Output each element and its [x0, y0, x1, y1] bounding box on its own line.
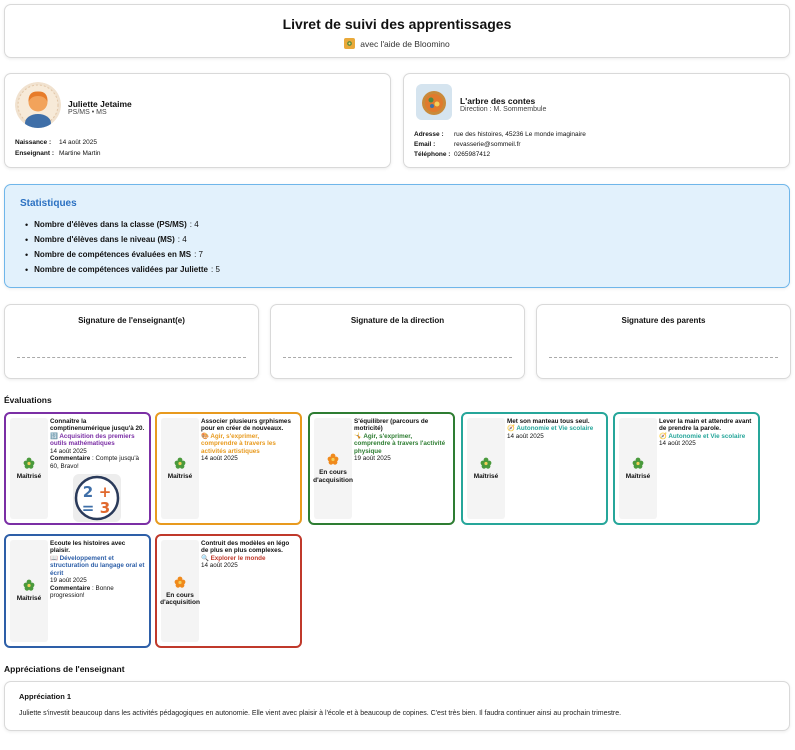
status-label: Maîtrisé	[16, 472, 42, 480]
signature-direction-title: Signature de la direction	[350, 316, 445, 325]
flower-green-icon	[480, 457, 492, 469]
numbers-illustration-icon	[73, 474, 121, 522]
stat-value: : 5	[211, 265, 220, 274]
report-header	[4, 4, 790, 58]
comment-label: Commentaire	[50, 584, 91, 592]
evaluation-domain: 🔍 Explorer le monde	[201, 554, 266, 562]
student-teacher	[15, 150, 101, 157]
email-value[interactable]: revasserie@sommeil.fr	[454, 141, 521, 148]
school-email	[414, 141, 521, 148]
stat-value: : 4	[189, 220, 199, 229]
signature-line	[549, 357, 778, 358]
school-logo-icon	[416, 84, 452, 120]
school-name: L'arbre des contes	[460, 96, 536, 106]
student-avatar	[15, 82, 61, 128]
evaluations-title: Évaluations	[4, 395, 52, 405]
student-class: PS/MS • MS	[68, 109, 107, 116]
evaluation-date: 14 août 2025	[507, 432, 544, 440]
school-address	[414, 131, 586, 138]
stat-label: • Nombre d'élèves dans le niveau (MS)	[34, 235, 175, 244]
comment-text: : Compte jusqu'à 60, Bravo!	[50, 455, 140, 470]
evaluation-comment	[50, 455, 145, 470]
flower-green-icon	[23, 457, 35, 469]
evaluation-date: 14 août 2025	[201, 562, 238, 570]
evaluation-title: Ecoute les histoires avec plaisir.	[50, 540, 126, 555]
evaluation-status	[10, 418, 48, 519]
evaluation-date: 14 août 2025	[201, 455, 238, 463]
evaluation-card[interactable]	[155, 534, 302, 648]
address-value: rue des histoires, 45236 Le monde imaginaire	[454, 131, 586, 138]
signature-teacher-box[interactable]	[4, 304, 259, 379]
evaluation-card[interactable]	[461, 412, 608, 525]
status-label: Maîtrisé	[16, 595, 42, 603]
stat-item	[25, 232, 220, 247]
statistics-panel	[4, 184, 790, 288]
stat-value: : 7	[194, 250, 204, 259]
evaluation-status	[10, 540, 48, 642]
stat-label: • Nombre d'élèves dans la classe (PS/MS)	[34, 220, 187, 229]
evaluation-card[interactable]	[4, 412, 151, 525]
stat-label: • Nombre de compétences validées par Juliette	[34, 265, 208, 274]
evaluation-domain: 🧭 Autonomie et Vie scolaire	[507, 425, 594, 433]
evaluation-comment	[50, 585, 145, 600]
evaluation-date: 14 août 2025	[50, 447, 87, 455]
phone-label: Téléphone :	[414, 151, 451, 158]
evaluation-body	[50, 418, 145, 522]
evaluation-card[interactable]	[155, 412, 302, 525]
evaluation-date: 19 août 2025	[354, 455, 391, 463]
flower-green-icon	[174, 457, 186, 469]
evaluation-body	[201, 418, 296, 463]
flower-green-icon	[23, 579, 35, 591]
subtitle-text: avec l'aide de Bloomino	[360, 38, 450, 49]
evaluation-card[interactable]	[308, 412, 455, 525]
teacher-value: Martine Martin	[59, 150, 101, 157]
ill-digit: =	[81, 498, 95, 517]
flower-orange-icon	[327, 453, 339, 465]
evaluation-status	[314, 418, 352, 519]
signature-parents-box[interactable]	[536, 304, 791, 379]
page-subtitle	[5, 38, 789, 49]
evaluation-card[interactable]	[613, 412, 760, 525]
flower-green-icon	[632, 457, 644, 469]
school-card	[403, 73, 790, 168]
address-label: Adresse :	[414, 131, 444, 138]
bloomino-logo-icon	[344, 38, 355, 49]
evaluation-status	[161, 540, 199, 642]
evaluation-date: 19 août 2025	[50, 577, 87, 585]
stat-item	[25, 217, 220, 232]
comment-text: : Bonne progression!	[50, 584, 114, 599]
teacher-label: Enseignant :	[15, 150, 55, 157]
evaluation-domain: 🧭 Autonomie et Vie scolaire	[659, 432, 746, 440]
stat-value: : 4	[177, 235, 187, 244]
stat-item	[25, 247, 220, 262]
evaluation-domain: 📖 Développement et structuration du langage oral et écrit	[50, 554, 145, 577]
ill-digit: +	[98, 482, 112, 501]
status-label: Maîtrisé	[473, 472, 499, 480]
evaluation-body	[201, 540, 296, 570]
evaluation-status	[619, 418, 657, 519]
evaluation-body	[354, 418, 449, 463]
appreciations-title: Appréciations de l'enseignant	[4, 664, 125, 674]
evaluation-title: Met son manteau tous seul.	[507, 418, 590, 425]
ill-digit: 2	[82, 482, 94, 501]
status-label: En cours d'acquisition	[313, 469, 353, 484]
signature-direction-box[interactable]	[270, 304, 525, 379]
status-label: Maîtrisé	[625, 472, 651, 480]
comment-label: Commentaire	[50, 455, 91, 463]
school-direction: Direction : M. Sommembule	[460, 106, 547, 113]
email-label: Email :	[414, 141, 436, 148]
stat-label: • Nombre de compétences évaluées en MS	[34, 250, 192, 259]
student-birth	[15, 139, 97, 146]
student-name: Juliette Jetaime	[68, 99, 132, 109]
page-title: Livret de suivi des apprentissages	[282, 16, 512, 32]
appreciation-card	[4, 681, 790, 731]
school-phone	[414, 151, 490, 158]
birth-value: 14 août 2025	[59, 139, 97, 146]
school-logo	[416, 84, 452, 120]
signature-teacher-title: Signature de l'enseignant(e)	[78, 316, 185, 325]
evaluation-domain: 🔢 Acquisition des premiers outils mathématiques	[50, 432, 135, 448]
evaluation-body	[507, 418, 602, 440]
signature-line	[17, 357, 246, 358]
status-label: En cours d'acquisition	[160, 591, 200, 606]
evaluation-domain: 🤸 Agir, s'exprimer, comprendre à travers l'activité physique	[354, 432, 446, 455]
evaluation-body	[50, 540, 145, 599]
evaluation-card[interactable]	[4, 534, 151, 648]
statistics-list	[25, 217, 220, 277]
evaluation-title: Connaître la comptinenumérique jusqu'à 20.	[50, 418, 145, 433]
stat-item	[25, 262, 220, 277]
evaluation-illustration	[73, 474, 121, 522]
evaluation-domain: 🎨 Agir, s'exprimer, comprendre à travers les activités artistiques	[201, 432, 276, 455]
evaluation-status	[467, 418, 505, 519]
statistics-title: Statistiques	[20, 198, 77, 209]
student-avatar-icon	[15, 82, 61, 128]
ill-digit: 3	[99, 498, 111, 517]
evaluation-title: S'équilibrer (parcours de motricité)	[354, 418, 429, 433]
flower-orange-icon	[174, 576, 186, 588]
evaluation-body	[659, 418, 754, 448]
signature-line	[283, 357, 512, 358]
appreciation-text: Juliette s'investit beaucoup dans les activités pédagogiques en autonomie. Elle vient avec plaisir à l'école et à beaucoup de copines. C'est très bien. Il faudra continuer ainsi au prochain trimestre.	[19, 710, 622, 717]
phone-value: 0265987412	[454, 151, 491, 158]
evaluation-title: Contruit des modèles en légo de plus en plus complexes.	[201, 540, 290, 555]
birth-label: Naissance :	[15, 139, 52, 146]
status-label: Maîtrisé	[167, 472, 193, 480]
student-card	[4, 73, 391, 168]
evaluation-date: 14 août 2025	[659, 440, 696, 448]
evaluation-title: Associer plusieurs grphismes pour en créer de nouveaux.	[201, 418, 291, 433]
signature-parents-title: Signature des parents	[621, 316, 706, 325]
evaluation-title: Lever la main et attendre avant de prendre la parole.	[659, 418, 752, 433]
evaluation-status	[161, 418, 199, 519]
appreciation-title: Appréciation 1	[19, 692, 72, 701]
